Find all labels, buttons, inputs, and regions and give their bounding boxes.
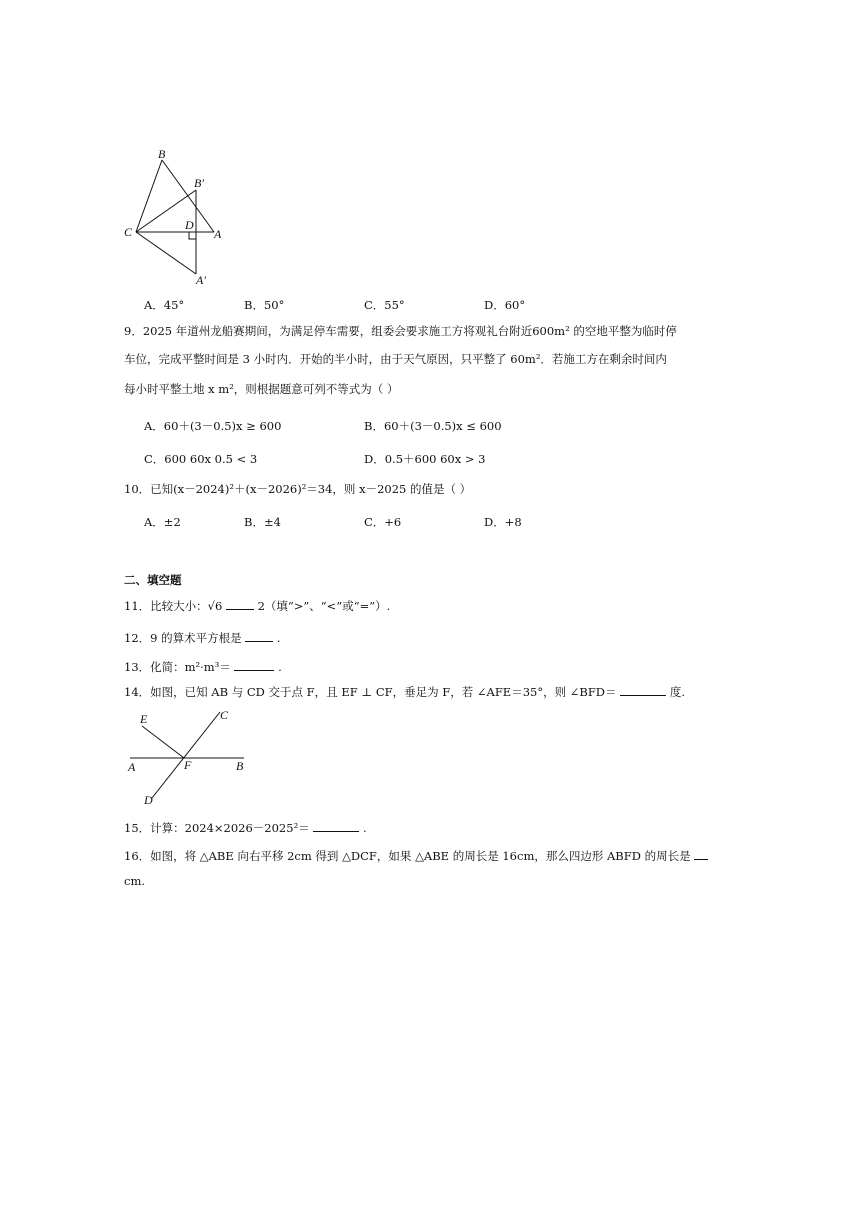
q14-post: 度. — [669, 685, 685, 699]
q9-option-a: A．60＋(3－0.5)x ≥ 600 — [144, 419, 282, 433]
q9-stem-line3: 每小时平整土地 x m²，则根据题意可列不等式为（ ） — [124, 382, 399, 396]
q16-line2: cm. — [124, 874, 146, 888]
label-b: B — [236, 759, 244, 773]
label-b-prime: B′ — [194, 176, 204, 190]
q13-pre: 13．化简：m²·m³＝ — [124, 660, 231, 674]
q10-option-c: C．+6 — [364, 515, 402, 529]
q15-blank[interactable] — [313, 820, 359, 832]
q8-option-d: D．60° — [484, 298, 526, 312]
q15 — [124, 820, 367, 836]
q9-option-b: B．60＋(3－0.5)x ≤ 600 — [364, 419, 502, 433]
label-c: C — [220, 708, 229, 722]
q13-blank[interactable] — [234, 659, 274, 671]
q9-stem-line1: 9．2025 年道州龙船赛期间，为满足停车需要，组委会要求施工方将观礼台附近600m² 的空地平整为临时停 — [124, 324, 677, 338]
q9-stem-line2: 车位，完成平整时间是 3 小时内．开始的半小时，由于天气原因，只平整了 60m²．若施工方在剩余时间内 — [124, 352, 667, 366]
figure-q14 — [122, 706, 252, 810]
q9-option-d: D．0.5＋600 60x > 3 — [364, 452, 486, 466]
q10-option-d: D．+8 — [484, 515, 522, 529]
label-a: A — [128, 760, 136, 774]
q11 — [124, 598, 390, 614]
q11-post: 2（填“>”、“<”或“=”）. — [257, 599, 391, 613]
q10-option-b: B．±4 — [244, 515, 281, 529]
label-e: E — [140, 712, 148, 726]
label-a: A — [214, 227, 222, 241]
label-d: D — [144, 793, 153, 807]
label-a-prime: A′ — [196, 273, 206, 287]
q8-option-a: A．45° — [144, 298, 185, 312]
q13-post: . — [278, 660, 282, 674]
q12-post: . — [276, 631, 281, 645]
q8-option-c: C．55° — [364, 298, 405, 312]
label-b: B — [158, 147, 166, 161]
q14 — [124, 684, 685, 700]
q8-option-b: B．50° — [244, 298, 285, 312]
figure-q8 — [118, 144, 228, 290]
section-title: 二、填空题 — [124, 573, 182, 587]
label-c: C — [124, 225, 133, 239]
q12-blank[interactable] — [245, 630, 273, 642]
q9-option-c: C．600 60x 0.5 < 3 — [144, 452, 258, 466]
q11-blank[interactable] — [226, 598, 254, 610]
q10-option-a: A．±2 — [144, 515, 181, 529]
q14-pre: 14．如图，已知 AB 与 CD 交于点 F，且 EF ⊥ CF，垂足为 F，若 ∠AFE＝35°，则 ∠BFD＝ — [124, 685, 617, 699]
label-f: F — [184, 758, 192, 772]
label-d: D — [185, 218, 194, 232]
q16-line1 — [124, 848, 708, 864]
q15-post: . — [363, 821, 367, 835]
q16-text: 16．如图，将 △ABE 向右平移 2cm 得到 △DCF，如果 △ABE 的周长是 16cm，那么四边形 ABFD 的周长是 — [124, 849, 691, 863]
q15-pre: 15．计算：2024×2026－2025²＝ — [124, 821, 310, 835]
q12-pre: 12．9 的算术平方根是 — [124, 631, 242, 645]
q12 — [124, 630, 281, 646]
q13 — [124, 659, 282, 675]
q16-blank[interactable] — [694, 848, 708, 860]
q14-blank[interactable] — [620, 684, 666, 696]
q11-pre: 11．比较大小：√6 — [124, 599, 223, 613]
q10-stem: 10．已知(x－2024)²＋(x－2026)²＝34，则 x－2025 的值是（ ） — [124, 482, 472, 496]
